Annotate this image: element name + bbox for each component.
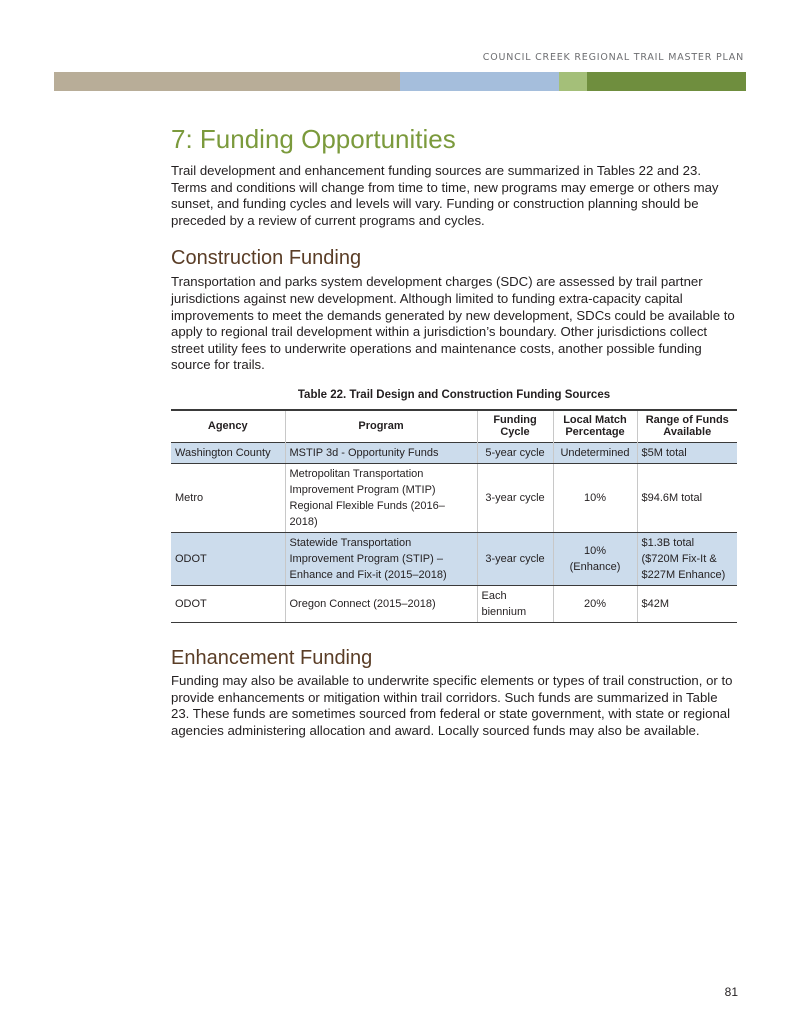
cell-local-match: 10% (Enhance) [553,532,637,585]
cell-funding-cycle: 3-year cycle [477,532,553,585]
table-row [171,463,737,532]
section-title: 7: Funding Opportunities [171,124,456,154]
cell-agency: Washington County [171,442,285,463]
funding-sources-table [171,409,737,623]
cell-program: Statewide Transportation Improvement Program (STIP) – Enhance and Fix-it (2015–2018) [285,532,477,585]
color-bar-segment-light-green [559,72,587,91]
cell-program: MSTIP 3d - Opportunity Funds [285,442,477,463]
table-header-row [171,410,737,443]
header-range-of-funds: Range of Funds Available [637,410,737,443]
table-caption: Table 22. Trail Design and Construction Funding Sources [297,388,611,401]
color-bar-segment-dark-green [587,72,746,91]
cell-agency: ODOT [171,585,285,622]
cell-range-of-funds: $1.3B total ($720M Fix-It & $227M Enhance) [637,532,737,585]
header-color-bar [54,72,746,91]
color-bar-segment-blue [400,72,559,91]
header-agency: Agency [207,420,248,433]
cell-funding-cycle: 3-year cycle [477,463,553,532]
cell-local-match: 20% [553,585,637,622]
page-content [171,124,737,739]
enhancement-funding-heading: Enhancement Funding [171,646,373,669]
cell-program: Metropolitan Transportation Improvement Program (MTIP) Regional Flexible Funds (2016–2018) [285,463,477,532]
construction-funding-paragraph: Transportation and parks system development charges (SDC) are assessed by trail partner jurisdictions against new development. Although limited to funding extra-capacity capital improvements to meet the demands generated by new development, SDCs could be available to apply to regional trail development within a jurisdiction’s boundary. Other jurisdictions collect street utility fees to underwrite operations and maintenance costs, another possible funding source for trails. [171,274,735,373]
cell-local-match: Undetermined [553,442,637,463]
header-local-match: Local Match Percentage [553,410,637,443]
page-number: 81 [724,985,738,999]
cell-program: Oregon Connect (2015–2018) [285,585,477,622]
enhancement-funding-paragraph: Funding may also be available to underwrite specific elements or types of trail construction, or to provide enhancements or mitigation within trail corridors. Such funds are summarized in Table 23. These funds are sometimes sourced from federal or state government, with state or regional agencies administering allocation and award. Locally sourced funds may also be available. [171,672,733,738]
cell-range-of-funds: $42M [637,585,737,622]
cell-range-of-funds: $94.6M total [637,463,737,532]
table-row [171,532,737,585]
header-program: Program [285,410,477,443]
table-row [171,585,737,622]
cell-funding-cycle: Each biennium [477,585,553,622]
color-bar-segment-tan [54,72,400,91]
construction-funding-heading: Construction Funding [171,247,362,270]
running-header: COUNCIL CREEK REGIONAL TRAIL MASTER PLAN [482,52,744,63]
cell-agency: Metro [171,463,285,532]
header-funding-cycle: Funding Cycle [477,410,553,443]
intro-paragraph: Trail development and enhancement funding sources are summarized in Tables 22 and 23. Terms and conditions will change from time to time, new programs may emerge or others may sunset, and funding cycles and levels will vary. Funding or construction planning should be preceded by a review of current programs and cycles. [171,163,719,228]
cell-funding-cycle: 5-year cycle [477,442,553,463]
table-row [171,442,737,463]
cell-range-of-funds: $5M total [637,442,737,463]
cell-agency: ODOT [171,532,285,585]
cell-local-match: 10% [553,463,637,532]
